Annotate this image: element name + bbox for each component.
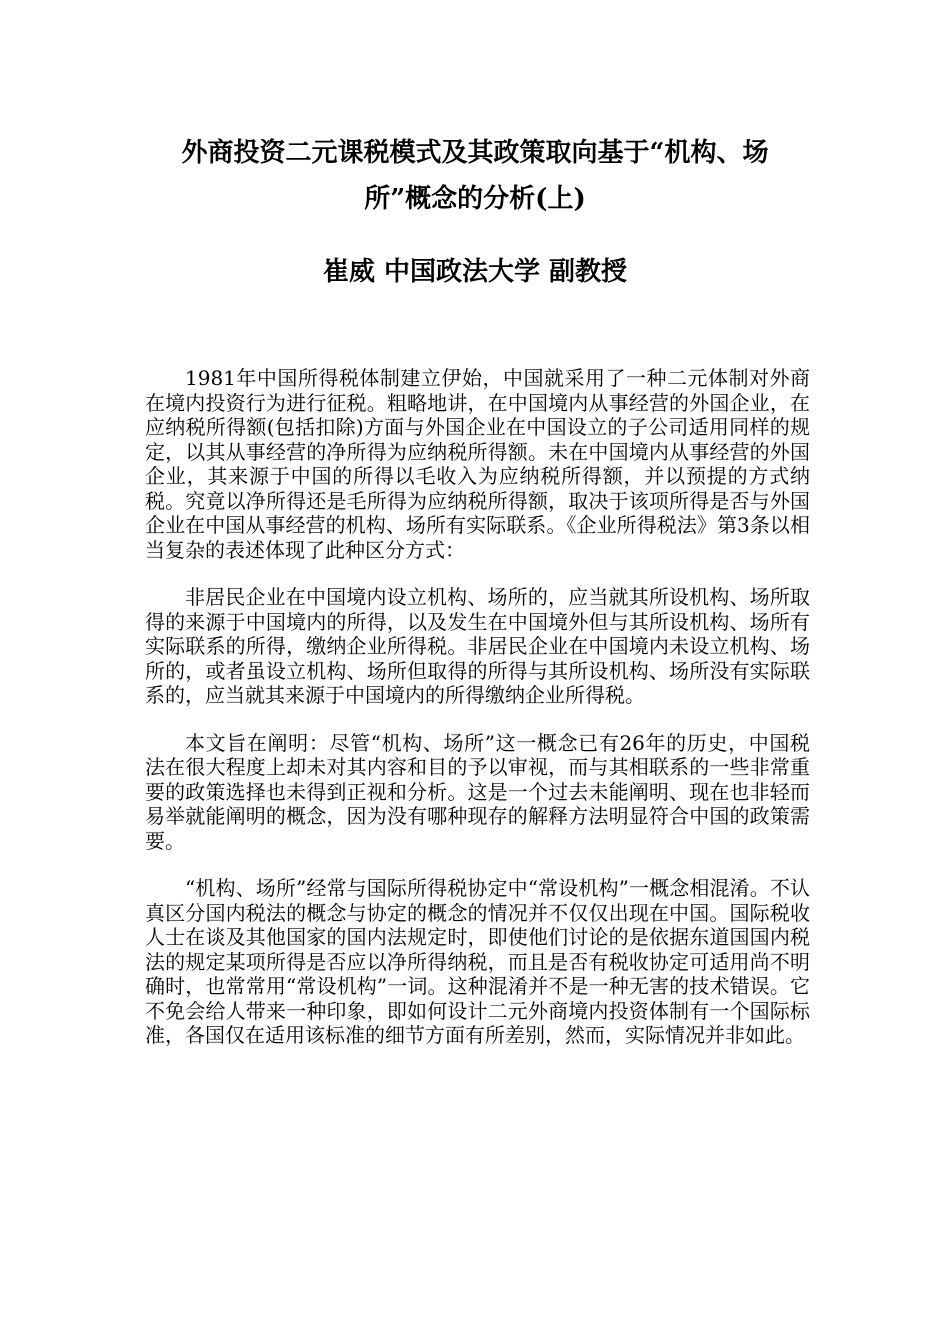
document-title [120,130,830,222]
paragraph-3: 本文旨在阐明：尽管“机构、场所”这一概念已有26年的历史，中国税法在很大程度上却未对其内容和目的予以审视，而与其相联系的一些非常重要的政策选择也未得到正视和分析。这是一个过去未能阐明、现在也非轻而易举就能阐明的概念，因为没有哪种现存的解释方法明显符合中国的政策需要。 [145,730,810,853]
paragraph-2: 非居民企业在中国境内设立机构、场所的，应当就其所设机构、场所取得的来源于中国境内的所得，以及发生在中国境外但与其所设机构、场所有实际联系的所得，缴纳企业所得税。非居民企业在中国境内未设立机构、场所的，或者虽设立机构、场所但取得的所得与其所设机构、场所没有实际联系的，应当就其来源于中国境内的所得缴纳企业所得税。 [145,585,810,707]
paragraph-4: “机构、场所”经常与国际所得税协定中“常设机构”一概念相混淆。不认真区分国内税法的概念与协定的概念的情况并不仅仅出现在中国。国际税收人士在谈及其他国家的国内法规定时，即使他们讨论的是依据东道国国内税法的规定某项所得是否应以净所得纳税，而且是否有税收协定可适用尚不明确时，也常常用“常设机构”一词。这种混淆并不是一种无害的技术错误。它不免会给人带来一种印象，即如何设计二元外商境内投资体制有一个国际标准，各国仅在适用该标准的细节方面有所差别，然而，实际情况并非如此。 [145,876,810,1047]
paragraph-1: 1981年中国所得税体制建立伊始，中国就采用了一种二元体制对外商在境内投资行为进行征税。粗略地讲，在中国境内从事经营的外国企业，在应纳税所得额(包括扣除)方面与外国企业在中国设立的子公司适用同样的规定，以其从事经营的净所得为应纳税所得额。未在中国境内从事经营的外国企业，其来源于中国的所得以毛收入为应纳税所得额，并以预提的方式纳税。究竟以净所得还是毛所得为应纳税所得额，取决于该项所得是否与外国企业在中国从事经营的机构、场所有实际联系。《企业所得税法》第3条以相当复杂的表述体现了此种区分方式： [145,366,810,562]
title-line-1: 外商投资二元课税模式及其政策取向基于“机构、场 [181,138,769,168]
author-line: 崔威 中国政法大学 副教授 [322,257,628,287]
document-body [145,366,810,1071]
title-line-2: 所”概念的分析(上) [364,184,586,214]
